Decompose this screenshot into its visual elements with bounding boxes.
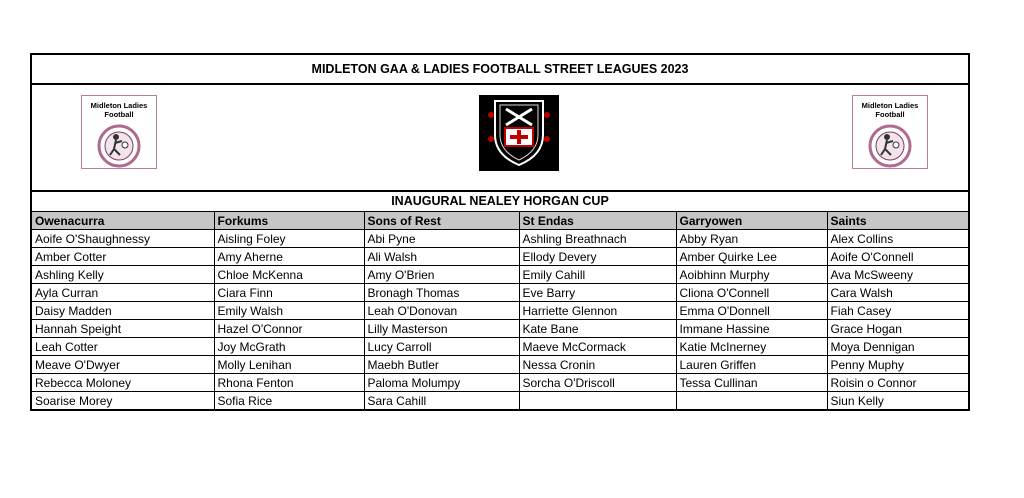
player-cell: Daisy Madden	[32, 302, 214, 320]
player-cell: Immane Hassine	[676, 320, 827, 338]
player-cell: Abi Pyne	[364, 230, 519, 248]
player-cell: Abby Ryan	[676, 230, 827, 248]
player-cell: Cara Walsh	[827, 284, 968, 302]
player-cell: Nessa Cronin	[519, 356, 676, 374]
player-cell: Aoibhinn Murphy	[676, 266, 827, 284]
table-row	[32, 266, 968, 284]
table-row	[32, 230, 968, 248]
player-cell: Aisling Foley	[214, 230, 364, 248]
player-cell: Leah Cotter	[32, 338, 214, 356]
player-cell: Joy McGrath	[214, 338, 364, 356]
player-cell: Lauren Griffen	[676, 356, 827, 374]
teams-table	[32, 212, 968, 409]
player-cell: Sofia Rice	[214, 392, 364, 410]
player-cell: Eve Barry	[519, 284, 676, 302]
table-row	[32, 320, 968, 338]
player-cell: Bronagh Thomas	[364, 284, 519, 302]
table-row	[32, 302, 968, 320]
sheet-title: MIDLETON GAA & LADIES FOOTBALL STREET LEAGUES 2023	[32, 55, 968, 85]
player-cell: Sara Cahill	[364, 392, 519, 410]
player-cell: Emily Walsh	[214, 302, 364, 320]
team-header: Sons of Rest	[364, 212, 519, 230]
player-cell: Fiah Casey	[827, 302, 968, 320]
table-row	[32, 284, 968, 302]
player-cell: Paloma Molumpy	[364, 374, 519, 392]
player-cell: Amy O'Brien	[364, 266, 519, 284]
player-cell: Harriette Glennon	[519, 302, 676, 320]
player-cell: Roisin o Connor	[827, 374, 968, 392]
player-cell: Ayla Curran	[32, 284, 214, 302]
player-cell: Ali Walsh	[364, 248, 519, 266]
player-cell: Rebecca Moloney	[32, 374, 214, 392]
player-cell: Katie McInerney	[676, 338, 827, 356]
player-cell: Hannah Speight	[32, 320, 214, 338]
table-row	[32, 248, 968, 266]
player-cell: Lucy Carroll	[364, 338, 519, 356]
player-cell: Chloe McKenna	[214, 266, 364, 284]
player-cell: Ashling Kelly	[32, 266, 214, 284]
player-cell: Emily Cahill	[519, 266, 676, 284]
player-cell: Meave O'Dwyer	[32, 356, 214, 374]
player-cell: Molly Lenihan	[214, 356, 364, 374]
team-header: St Endas	[519, 212, 676, 230]
team-header-row	[32, 212, 968, 230]
player-cell	[676, 392, 827, 410]
player-cell: Sorcha O'Driscoll	[519, 374, 676, 392]
ladies-logo-text-right: Midleton Ladies Football	[861, 101, 919, 119]
player-cell: Maebh Butler	[364, 356, 519, 374]
player-cell: Penny Muphy	[827, 356, 968, 374]
player-cell: Grace Hogan	[827, 320, 968, 338]
ladies-football-logo-right	[852, 95, 928, 169]
player-cell: Hazel O'Connor	[214, 320, 364, 338]
player-cell: Ashling Breathnach	[519, 230, 676, 248]
player-cell: Rhona Fenton	[214, 374, 364, 392]
player-cell: Emma O'Donnell	[676, 302, 827, 320]
team-header: Saints	[827, 212, 968, 230]
player-cell: Lilly Masterson	[364, 320, 519, 338]
player-cell: Amber Quirke Lee	[676, 248, 827, 266]
league-sheet	[30, 53, 970, 411]
player-cell	[519, 392, 676, 410]
player-cell: Kate Bane	[519, 320, 676, 338]
cup-title: INAUGURAL NEALEY HORGAN CUP	[32, 192, 968, 212]
player-cell: Aoife O'Connell	[827, 248, 968, 266]
player-cell: Aoife O'Shaughnessy	[32, 230, 214, 248]
player-cell: Moya Dennigan	[827, 338, 968, 356]
ladies-football-logo-left	[81, 95, 157, 169]
ladies-crest-icon	[94, 121, 144, 171]
table-row	[32, 356, 968, 374]
ladies-crest-icon	[865, 121, 915, 171]
player-cell: Maeve McCormack	[519, 338, 676, 356]
player-cell: Leah O'Donovan	[364, 302, 519, 320]
player-cell: Ciara Finn	[214, 284, 364, 302]
team-header: Forkums	[214, 212, 364, 230]
player-cell: Siun Kelly	[830, 393, 884, 408]
team-header: Owenacurra	[32, 212, 214, 230]
table-row	[32, 338, 968, 356]
player-cell: Tessa Cullinan	[676, 374, 827, 392]
player-cell: Ava McSweeny	[827, 266, 968, 284]
table-row	[32, 392, 968, 410]
midleton-gaa-crest	[479, 95, 559, 171]
logo-row	[32, 85, 968, 192]
player-cell: Ellody Devery	[519, 248, 676, 266]
player-cell: Amber Cotter	[32, 248, 214, 266]
table-row	[32, 374, 968, 392]
player-cell: Soarise Morey	[32, 392, 214, 410]
player-cell: Alex Collins	[827, 230, 968, 248]
player-cell: Amy Aherne	[214, 248, 364, 266]
ladies-logo-text-left: Midleton Ladies Football	[90, 101, 148, 119]
team-header: Garryowen	[676, 212, 827, 230]
player-cell: Cliona O'Connell	[676, 284, 827, 302]
gaa-crest-icon	[479, 95, 559, 171]
